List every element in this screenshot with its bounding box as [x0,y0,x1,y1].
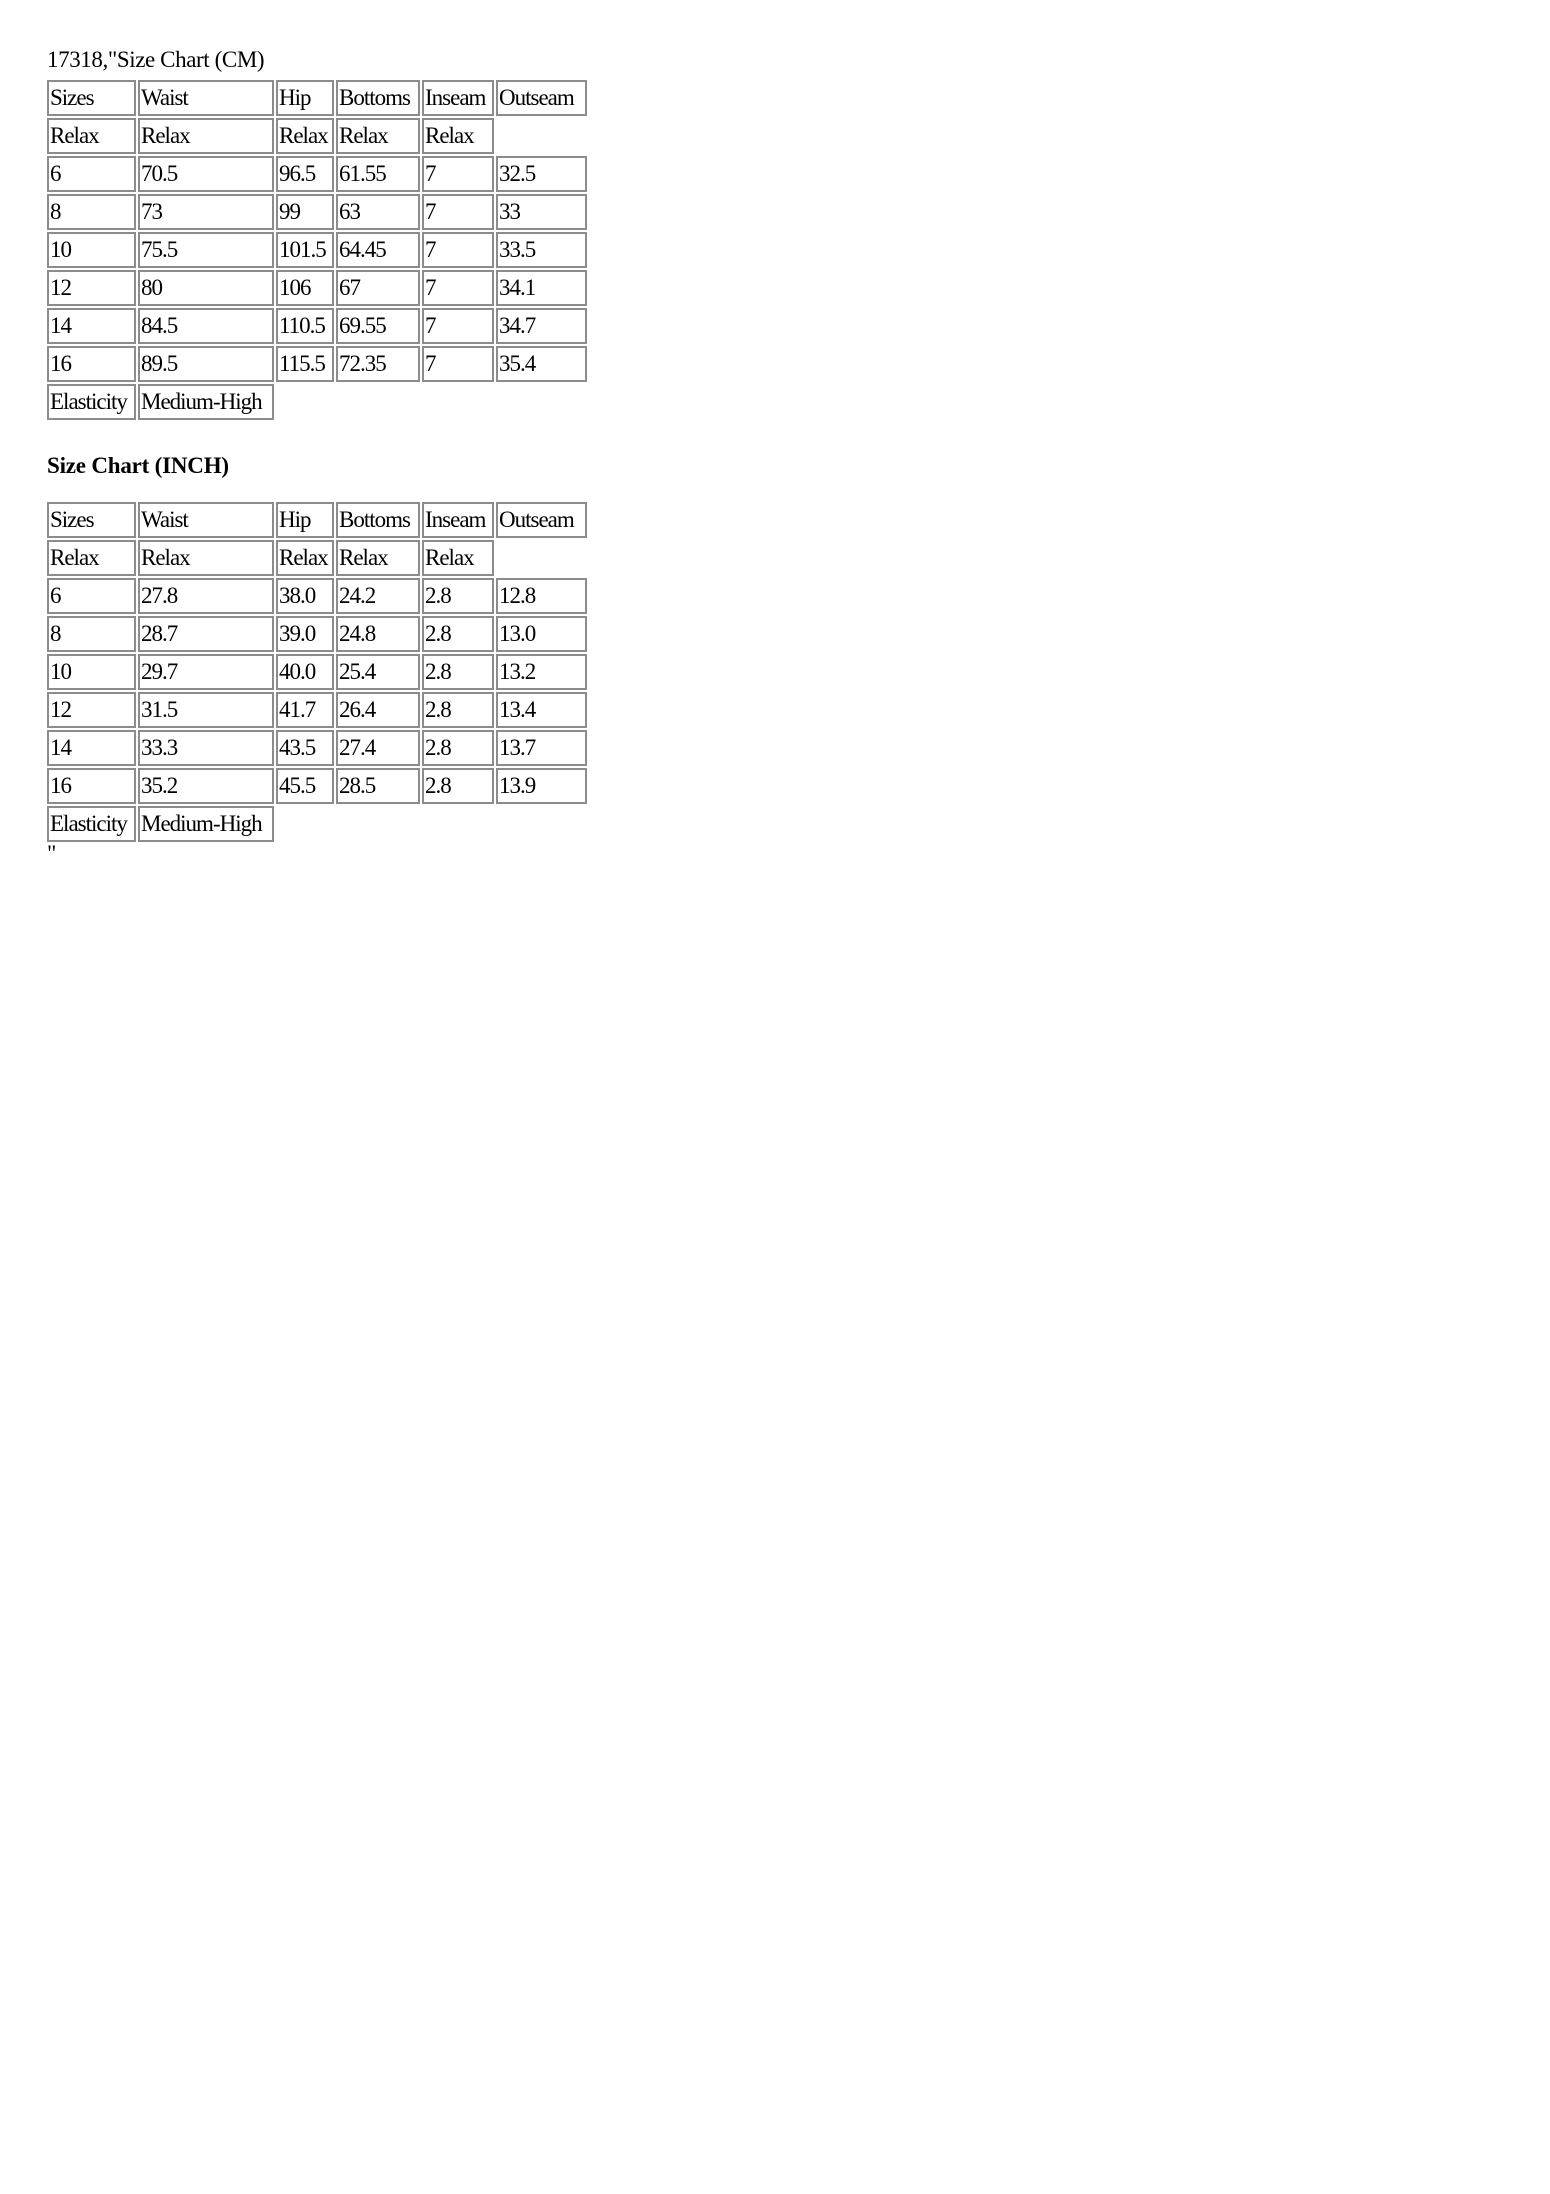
table-cell: 80 [138,270,274,306]
table-cell: 115.5 [276,346,334,382]
document-title: 17318,"Size Chart (CM) [47,47,265,72]
table-cell: 14 [47,730,136,766]
empty-cell [496,540,587,576]
elasticity-label: Elasticity [47,806,136,842]
table-cell: 16 [47,768,136,804]
table-cell: 2.8 [422,730,494,766]
table-cell: 7 [422,156,494,192]
table-cell: 99 [276,194,334,230]
table-row [47,194,587,230]
table-cell: 25.4 [336,654,420,690]
table-cell: 41.7 [276,692,334,728]
table-cell: 24.2 [336,578,420,614]
table-cell: 7 [422,194,494,230]
header-sizes: Sizes [47,80,136,116]
table-cell: 7 [422,308,494,344]
table-cell: 70.5 [138,156,274,192]
table-cell: 7 [422,270,494,306]
table-cell: 2.8 [422,654,494,690]
table-cell: 96.5 [276,156,334,192]
table-cell: 45.5 [276,768,334,804]
relax-row [47,540,587,576]
elasticity-label: Elasticity [47,384,136,420]
elasticity-value: Medium-High [138,806,274,842]
table-cell: 2.8 [422,692,494,728]
relax-cell: Relax [47,118,136,154]
table-cell: 8 [47,194,136,230]
table-cell: 28.5 [336,768,420,804]
table-cell: 40.0 [276,654,334,690]
table-cell: 13.2 [496,654,587,690]
header-sizes: Sizes [47,502,136,538]
table-cell: 72.35 [336,346,420,382]
header-inseam: Inseam [422,80,494,116]
table-cell: 33.3 [138,730,274,766]
table-header-row [47,502,587,538]
header-outseam: Outseam [496,502,587,538]
table-cell: 14 [47,308,136,344]
elasticity-value: Medium-High [138,384,274,420]
table-cell: 73 [138,194,274,230]
table-cell: 12 [47,692,136,728]
elasticity-row [47,806,587,842]
cm-size-table [45,78,589,422]
closing-quote-mark: " [47,841,57,866]
table-cell: 13.9 [496,768,587,804]
relax-cell: Relax [422,540,494,576]
relax-cell: Relax [276,118,334,154]
table-cell: 38.0 [276,578,334,614]
document-page [47,46,747,864]
table-cell: 13.0 [496,616,587,652]
empty-cell [422,384,494,420]
table-cell: 12.8 [496,578,587,614]
inch-section-heading: Size Chart (INCH) [47,453,229,478]
empty-cell [496,384,587,420]
table-cell: 2.8 [422,616,494,652]
header-bottoms: Bottoms [336,80,420,116]
header-inseam: Inseam [422,502,494,538]
table-row [47,270,587,306]
empty-cell [336,384,420,420]
table-cell: 8 [47,616,136,652]
relax-cell: Relax [422,118,494,154]
table-cell: 43.5 [276,730,334,766]
table-cell: 75.5 [138,232,274,268]
table-cell: 35.2 [138,768,274,804]
relax-cell: Relax [336,118,420,154]
table-row [47,692,587,728]
table-row [47,768,587,804]
header-hip: Hip [276,502,334,538]
table-cell: 10 [47,232,136,268]
table-row [47,346,587,382]
header-bottoms: Bottoms [336,502,420,538]
table-cell: 2.8 [422,578,494,614]
header-waist: Waist [138,502,274,538]
table-row [47,654,587,690]
table-row [47,156,587,192]
table-cell: 110.5 [276,308,334,344]
header-hip: Hip [276,80,334,116]
table-cell: 106 [276,270,334,306]
table-cell: 67 [336,270,420,306]
table-cell: 35.4 [496,346,587,382]
table-cell: 6 [47,156,136,192]
relax-row [47,118,587,154]
table-cell: 32.5 [496,156,587,192]
table-cell: 64.45 [336,232,420,268]
table-cell: 2.8 [422,768,494,804]
empty-cell [336,806,420,842]
table-cell: 84.5 [138,308,274,344]
table-cell: 13.4 [496,692,587,728]
table-cell: 29.7 [138,654,274,690]
table-cell: 63 [336,194,420,230]
empty-cell [496,806,587,842]
relax-cell: Relax [47,540,136,576]
table-cell: 69.55 [336,308,420,344]
elasticity-row [47,384,587,420]
table-cell: 16 [47,346,136,382]
table-header-row [47,80,587,116]
relax-cell: Relax [138,540,274,576]
table-cell: 27.8 [138,578,274,614]
table-cell: 10 [47,654,136,690]
table-cell: 34.1 [496,270,587,306]
empty-cell [276,384,334,420]
table-cell: 7 [422,232,494,268]
table-cell: 89.5 [138,346,274,382]
table-cell: 12 [47,270,136,306]
table-row [47,578,587,614]
table-cell: 13.7 [496,730,587,766]
relax-cell: Relax [276,540,334,576]
header-outseam: Outseam [496,80,587,116]
table-cell: 6 [47,578,136,614]
table-cell: 24.8 [336,616,420,652]
table-cell: 101.5 [276,232,334,268]
table-cell: 39.0 [276,616,334,652]
table-row [47,308,587,344]
relax-cell: Relax [336,540,420,576]
table-cell: 26.4 [336,692,420,728]
table-cell: 33.5 [496,232,587,268]
empty-cell [496,118,587,154]
table-row [47,730,587,766]
header-waist: Waist [138,80,274,116]
table-row [47,616,587,652]
table-cell: 31.5 [138,692,274,728]
inch-size-table [45,500,589,844]
table-cell: 27.4 [336,730,420,766]
table-cell: 61.55 [336,156,420,192]
table-cell: 7 [422,346,494,382]
table-cell: 34.7 [496,308,587,344]
empty-cell [276,806,334,842]
table-cell: 33 [496,194,587,230]
table-row [47,232,587,268]
table-cell: 28.7 [138,616,274,652]
relax-cell: Relax [138,118,274,154]
empty-cell [422,806,494,842]
